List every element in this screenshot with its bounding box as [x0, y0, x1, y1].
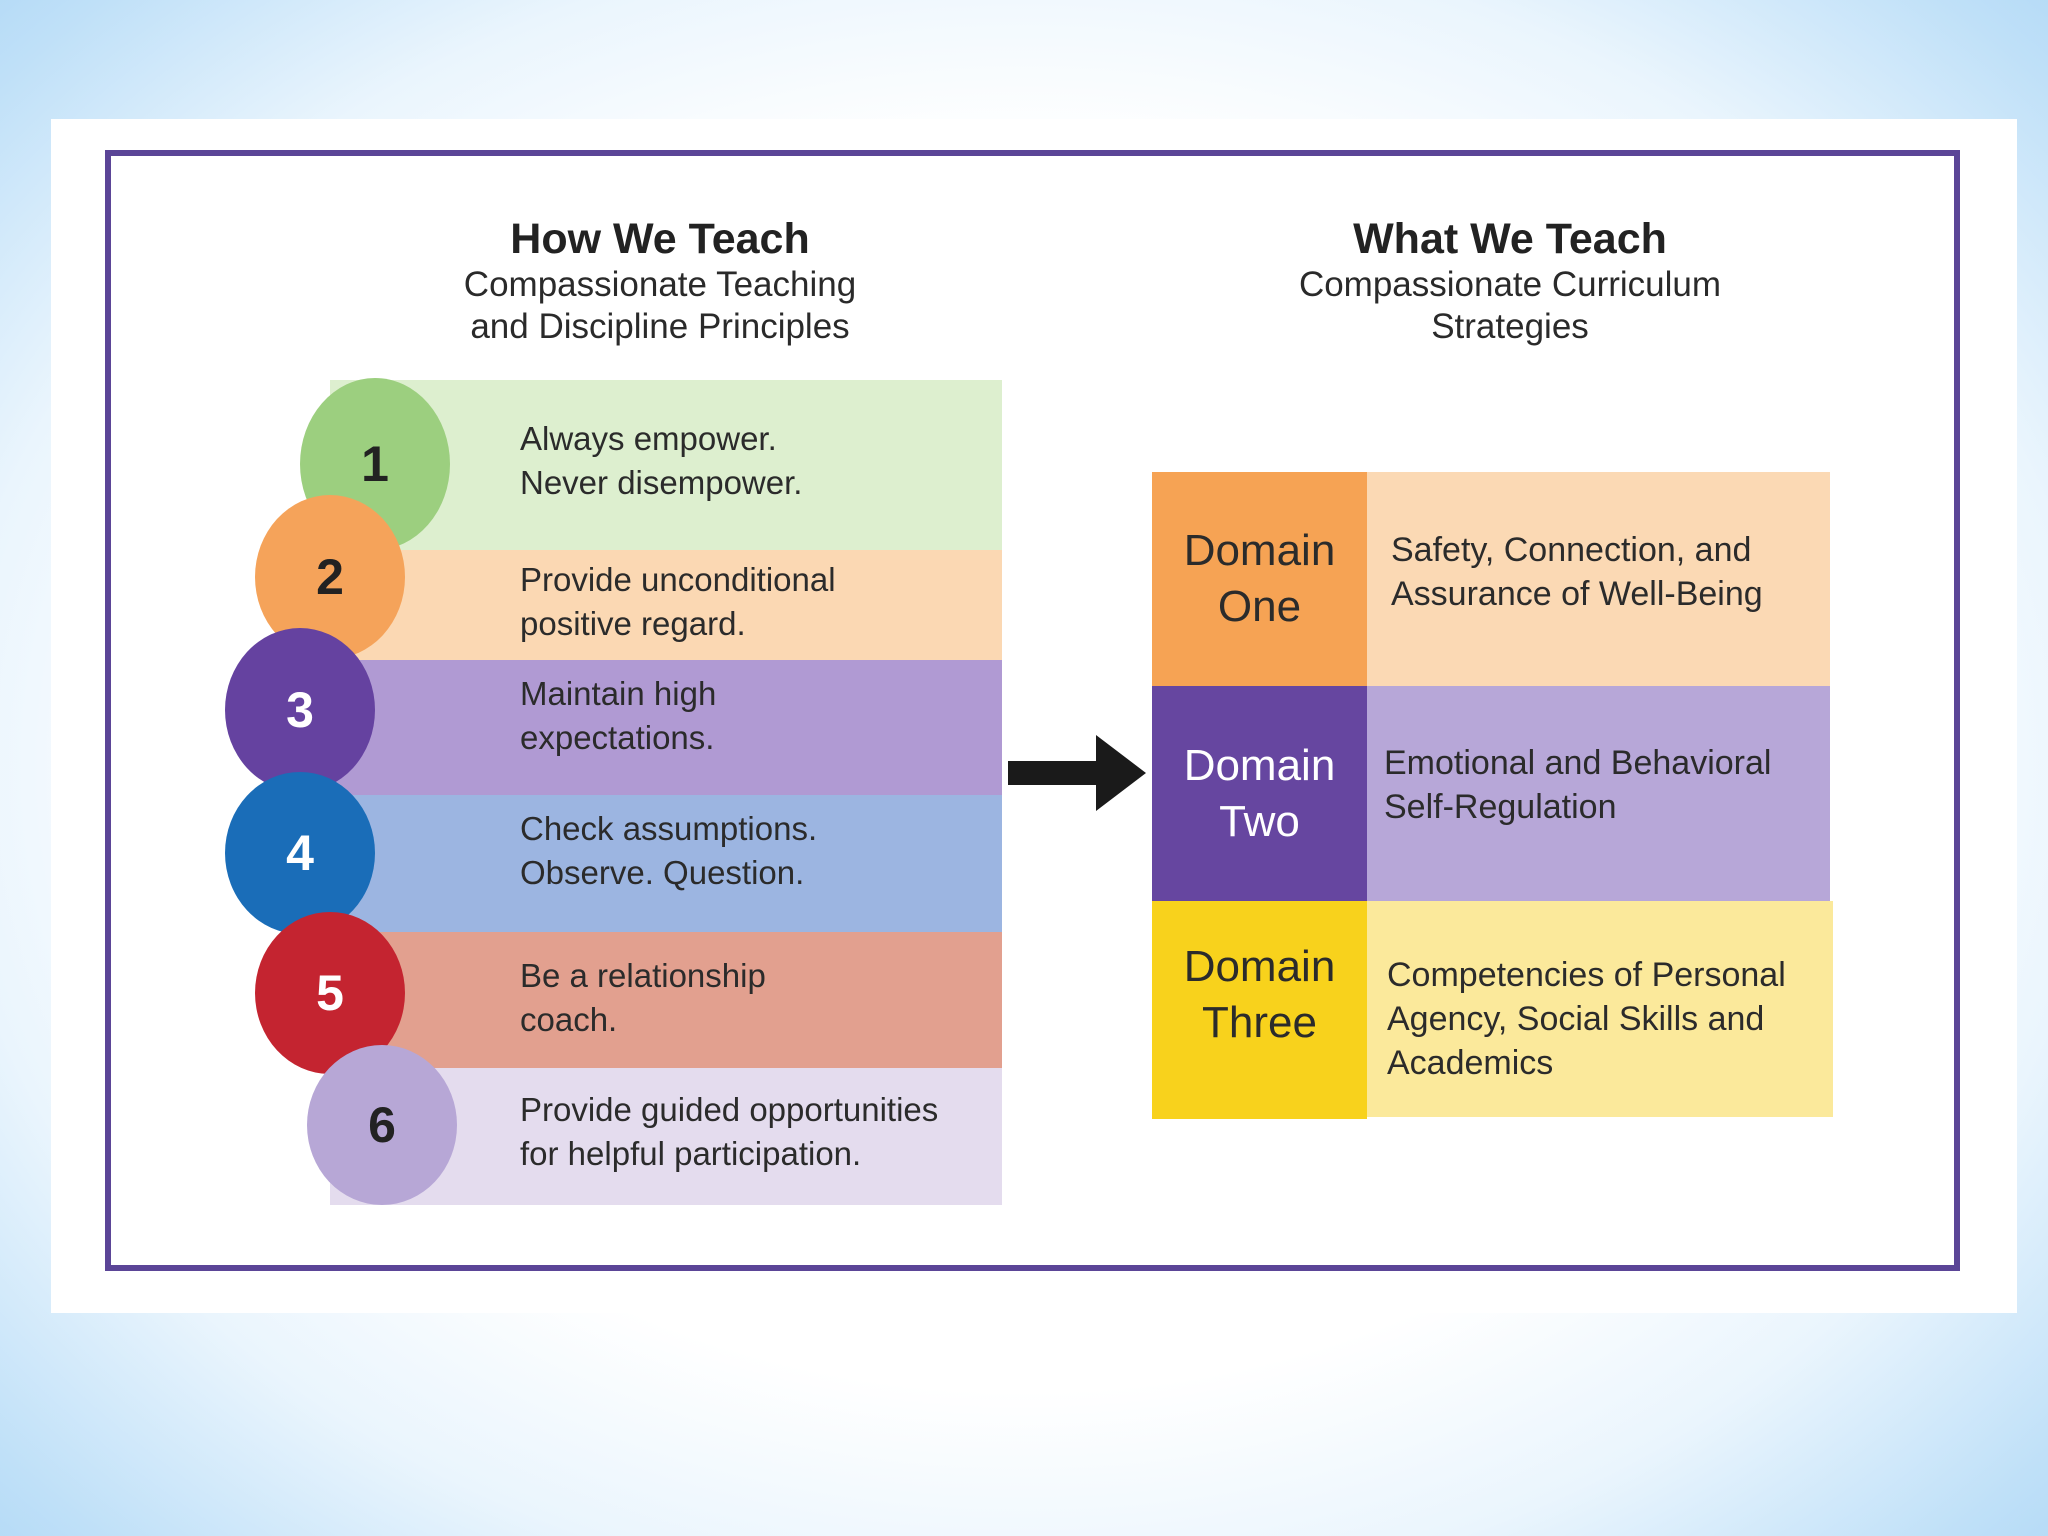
principle-text-3 [520, 672, 1000, 760]
domain-one-text-line1: Safety, Connection, and [1391, 531, 1752, 569]
domain-three-label [1152, 901, 1367, 1119]
principle-1-line1: Always empower. [520, 420, 777, 457]
domain-three-text-line1: Competencies of Personal [1387, 956, 1786, 994]
principle-number-4: 4 [286, 825, 314, 881]
principle-5-line1: Be a relationship [520, 957, 766, 994]
how-we-teach-subtitle-line2: and Discipline Principles [470, 307, 850, 346]
what-we-teach-subtitle-line2: Strategies [1431, 307, 1589, 346]
domain-three-label-line1: Domain [1183, 942, 1336, 991]
principle-6-line2: for helpful participation. [520, 1135, 862, 1172]
principle-text-5 [520, 954, 1000, 1042]
domain-two-label-line1: Domain [1183, 740, 1336, 790]
principle-6-line1: Provide guided opportunities [520, 1091, 939, 1128]
domain-one-label [1152, 472, 1367, 686]
domain-three-text-line2: Agency, Social Skills and [1387, 1000, 1765, 1038]
domain-two-label-line2: Two [1219, 796, 1300, 846]
principle-4-line1: Check assumptions. [520, 810, 818, 847]
principle-2-line2: positive regard. [520, 605, 746, 642]
principle-number-circle-3 [225, 628, 375, 792]
principle-text-6 [520, 1088, 1000, 1176]
principle-number-6: 6 [368, 1097, 396, 1153]
principle-3-line2: expectations. [520, 719, 715, 756]
domain-one-description [1367, 472, 1830, 686]
principle-number-5: 5 [316, 965, 344, 1021]
principle-number-1: 1 [361, 436, 389, 492]
principle-number-circle-4 [225, 772, 375, 934]
how-we-teach-heading [400, 214, 920, 348]
principle-number-3: 3 [286, 682, 314, 738]
principle-2-line1: Provide unconditional [520, 561, 836, 598]
principle-1-line2: Never disempower. [520, 464, 803, 501]
principle-text-2 [520, 558, 1000, 646]
what-we-teach-title: What We Teach [1353, 215, 1667, 263]
how-we-teach-subtitle-line1: Compassionate Teaching [463, 265, 857, 304]
arrow-right-icon [1008, 735, 1148, 815]
domain-one-label-line2: One [1217, 582, 1302, 631]
domain-one-text-line2: Assurance of Well-Being [1391, 575, 1763, 613]
how-we-teach-title: How We Teach [510, 215, 810, 263]
what-we-teach-subtitle-line1: Compassionate Curriculum [1298, 265, 1722, 304]
domain-one-label-line1: Domain [1183, 526, 1336, 575]
principle-5-line2: coach. [520, 1001, 618, 1038]
domain-three-label-line2: Three [1202, 998, 1317, 1047]
principle-4-line2: Observe. Question. [520, 854, 805, 891]
principle-number-2: 2 [316, 549, 344, 605]
principle-text-4 [520, 807, 1000, 895]
domain-two-label [1152, 686, 1367, 901]
domain-three-description [1367, 901, 1833, 1117]
principle-number-circle-6 [307, 1045, 457, 1205]
what-we-teach-heading [1250, 214, 1770, 348]
principle-text-1 [520, 417, 1000, 505]
principle-3-line1: Maintain high [520, 675, 717, 712]
domain-three-text-line3: Academics [1387, 1044, 1554, 1082]
domain-two-description [1367, 686, 1830, 901]
domain-two-text-line1: Emotional and Behavioral [1384, 744, 1772, 782]
domain-two-text-line2: Self-Regulation [1384, 788, 1617, 826]
